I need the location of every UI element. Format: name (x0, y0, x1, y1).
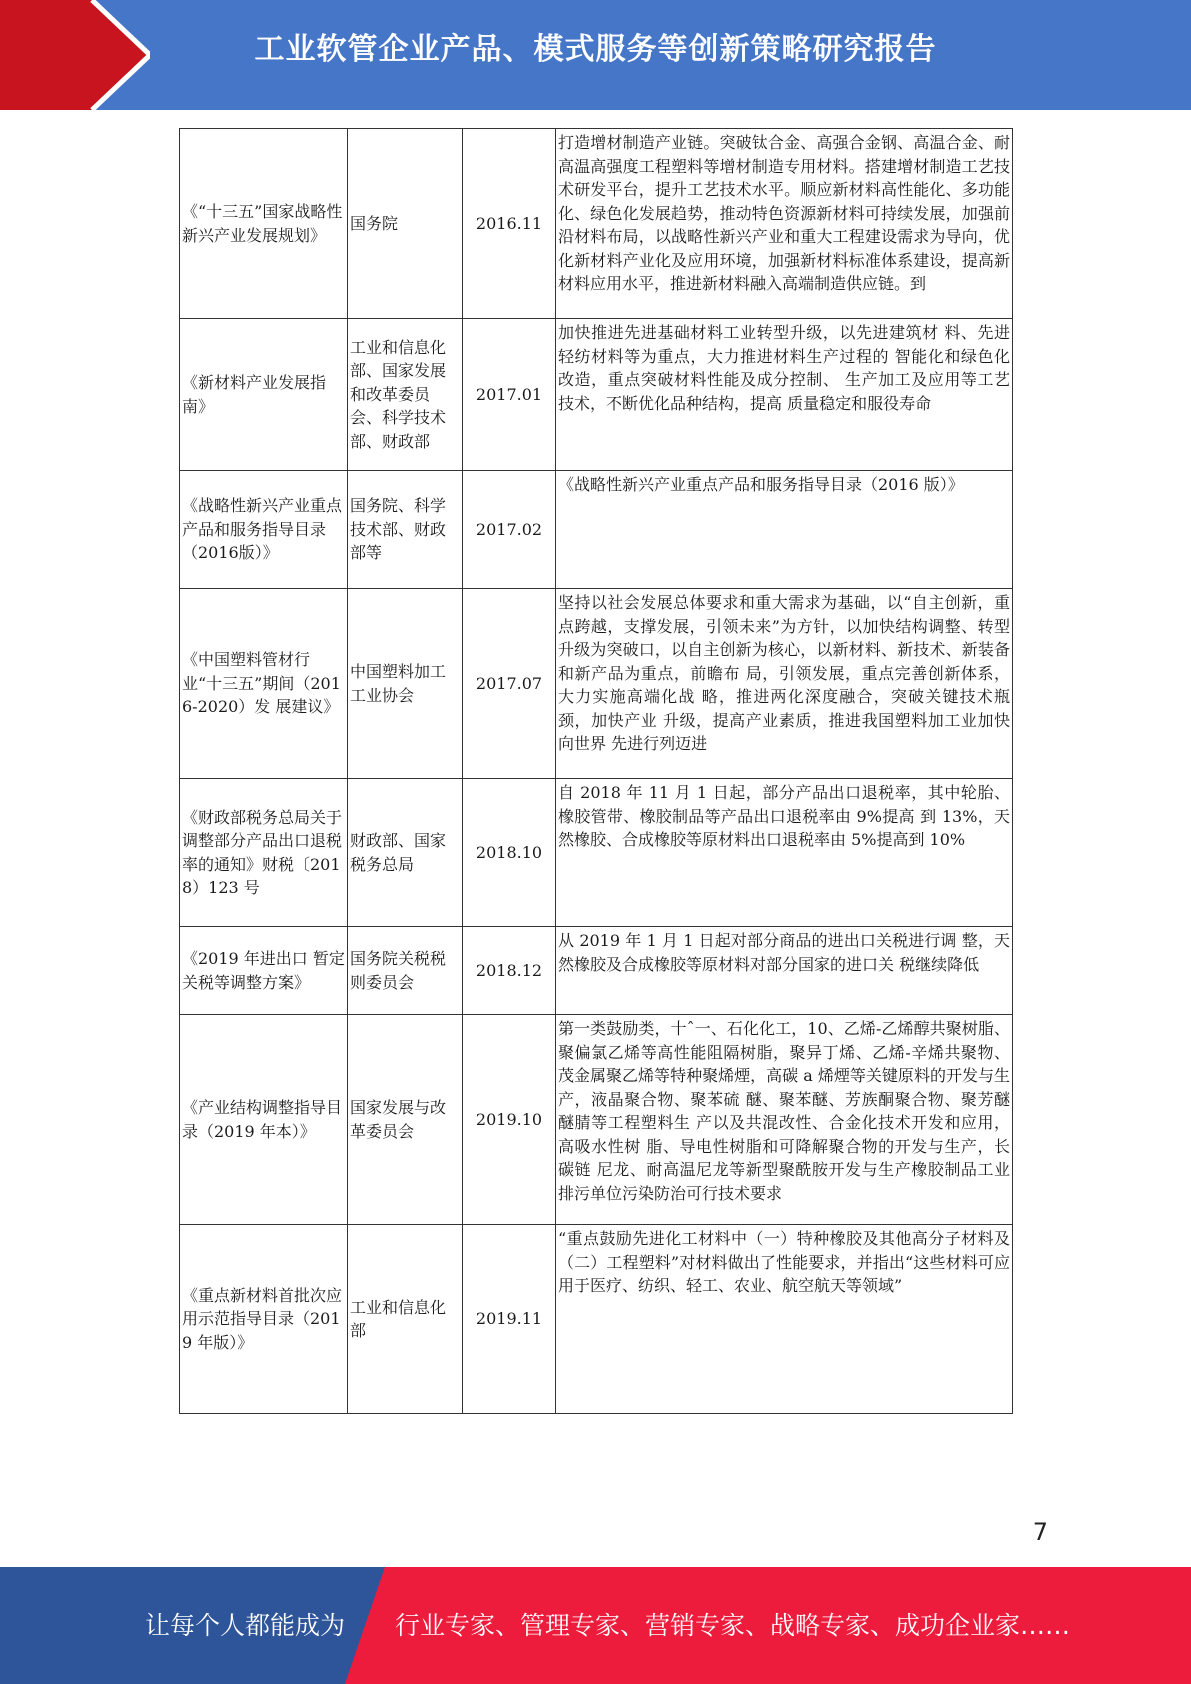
policy-date: 2017.02 (463, 471, 556, 589)
policy-content: 自 2018 年 11 月 1 日起，部分产品出口退税率，其中轮胎、橡胶管带、橡胶制品等产品出口退税率由 9%提高 到 13%，天然橡胶、合成橡胶等原材料出口退税率由 5%提高到 10% (556, 779, 1013, 927)
policy-date: 2019.11 (463, 1225, 556, 1414)
policy-content: “重点鼓励先进化工材料中（一）特种橡胶及其他高分子材料及（二）工程塑料”对材料做出了性能要求，并指出“这些材料可应用于医疗、纺织、轻工、农业、航空航天等领域” (556, 1225, 1013, 1414)
policy-date: 2019.10 (463, 1015, 556, 1225)
policy-content: 从 2019 年 1 月 1 日起对部分商品的进出口关税进行调 整，天然橡胶及合成橡胶等原材料对部分国家的进口关 税继续降低 (556, 927, 1013, 1015)
policy-issuer: 国务院 (348, 129, 463, 319)
table-row (180, 319, 1013, 471)
policy-name: 《重点新材料首批次应用示范指导目录（2019 年版）》 (180, 1225, 348, 1414)
policy-issuer: 国家发展与改革委员会 (348, 1015, 463, 1225)
footer-slogan-left: 让每个人都能成为 (144, 1611, 345, 1640)
policy-date: 2017.01 (463, 319, 556, 471)
policy-date: 2018.12 (463, 927, 556, 1015)
policy-name: 《2019 年进出口 暂定关税等调整方案》 (180, 927, 348, 1015)
policy-name: 《产业结构调整指导目录（2019 年本）》 (180, 1015, 348, 1225)
policy-date: 2017.07 (463, 589, 556, 779)
page-footer (0, 1567, 1191, 1684)
policy-issuer: 国务院关税税则委员会 (348, 927, 463, 1015)
table-row (180, 779, 1013, 927)
page-number: 7 (1032, 1518, 1048, 1546)
page-title: 工业软管企业产品、模式服务等创新策略研究报告 (254, 32, 937, 67)
policy-issuer: 财政部、国家税务总局 (348, 779, 463, 927)
policy-content: 加快推进先进基础材料工业转型升级，以先进建筑材 料、先进轻纺材料等为重点，大力推进材料生产过程的 智能化和绿色化改造，重点突破材料性能及成分控制、 生产加工及应用等工艺技术，不断优化品种结构，提高 质量稳定和服役寿命 (556, 319, 1013, 471)
table-row (180, 471, 1013, 589)
policy-issuer: 工业和信息化部 (348, 1225, 463, 1414)
table-row (180, 589, 1013, 779)
page-header (0, 0, 1191, 110)
policy-issuer: 工业和信息化部、国家发展和改革委员会、科学技术部、财政部 (348, 319, 463, 471)
table-row (180, 927, 1013, 1015)
policy-name: 《新材料产业发展指南》 (180, 319, 348, 471)
policy-name: 《战略性新兴产业重点产品和服务指导目录（2016版）》 (180, 471, 348, 589)
policy-table (179, 128, 1013, 1414)
footer-slogan-right: 行业专家、管理专家、营销专家、战略专家、成功企业家…… (395, 1611, 1071, 1640)
policy-date: 2016.11 (463, 129, 556, 319)
table-row (180, 129, 1013, 319)
policy-content: 打造增材制造产业链。突破钛合金、高强合金钢、高温合金、耐高温高强度工程塑料等增材制造专用材料。搭建增材制造工艺技术研发平台，提升工艺技术水平。顺应新材料高性能化、多功能化、绿色化发展趋势，推动特色资源新材料可持续发展，加强前沿材料布局，以战略性新兴产业和重大工程建设需求为导向，优化新材料产业化及应用环境，加强新材料标准体系建设，提高新材料应用水平，推进新材料融入高端制造供应链。到 (556, 129, 1013, 319)
policy-content: 《战略性新兴产业重点产品和服务指导目录（2016 版）》 (556, 471, 1013, 589)
policy-name: 《“十三五”国家战略性新兴产业发展规划》 (180, 129, 348, 319)
policy-date: 2018.10 (463, 779, 556, 927)
policy-issuer: 国务院、科学技术部、财政部等 (348, 471, 463, 589)
policy-content: 坚持以社会发展总体要求和重大需求为基础，以“自主创新，重点跨越，支撑发展，引领未来”为方针，以加快结构调整、转型升级为突破口，以自主创新为核心，以新材料、新技术、新装备和新产品为重点，前瞻布 局，引领发展，重点完善创新体系，大力实施高端化战 略，推进两化深度融合，突破关键技术瓶颈，加快产业 升级，提高产业素质，推进我国塑料加工业加快向世界 先进行列迈进 (556, 589, 1013, 779)
policy-name: 《中国塑料管材行业“十三五”期间（2016-2020）发 展建议》 (180, 589, 348, 779)
policy-issuer: 中国塑料加工工业协会 (348, 589, 463, 779)
table-row (180, 1015, 1013, 1225)
policy-content: 第一类鼓励类，十ˆ一、石化化工，10、乙烯-乙烯醇共聚树脂、聚偏氯乙烯等高性能阻隔树脂，聚异丁烯、乙烯-辛烯共聚物、茂金属聚乙烯等特种聚烯煙，高碳 a 烯煙等关键原料的开发与生产，液晶聚合物、聚苯硫 醚、聚苯醚、芳族酮聚合物、聚芳醚醚腈等工程塑料生 产以及共混改性、合金化技术开发和应用，高吸水性树 脂、导电性树脂和可降解聚合物的开发与生产，长碳链 尼龙、耐高温尼龙等新型聚酰胺开发与生产橡胶制品工业排污单位污染防治可行技术要求 (556, 1015, 1013, 1225)
policy-name: 《财政部税务总局关于调整部分产品出口退税率的通知》财税〔2018）123 号 (180, 779, 348, 927)
table-row (180, 1225, 1013, 1414)
